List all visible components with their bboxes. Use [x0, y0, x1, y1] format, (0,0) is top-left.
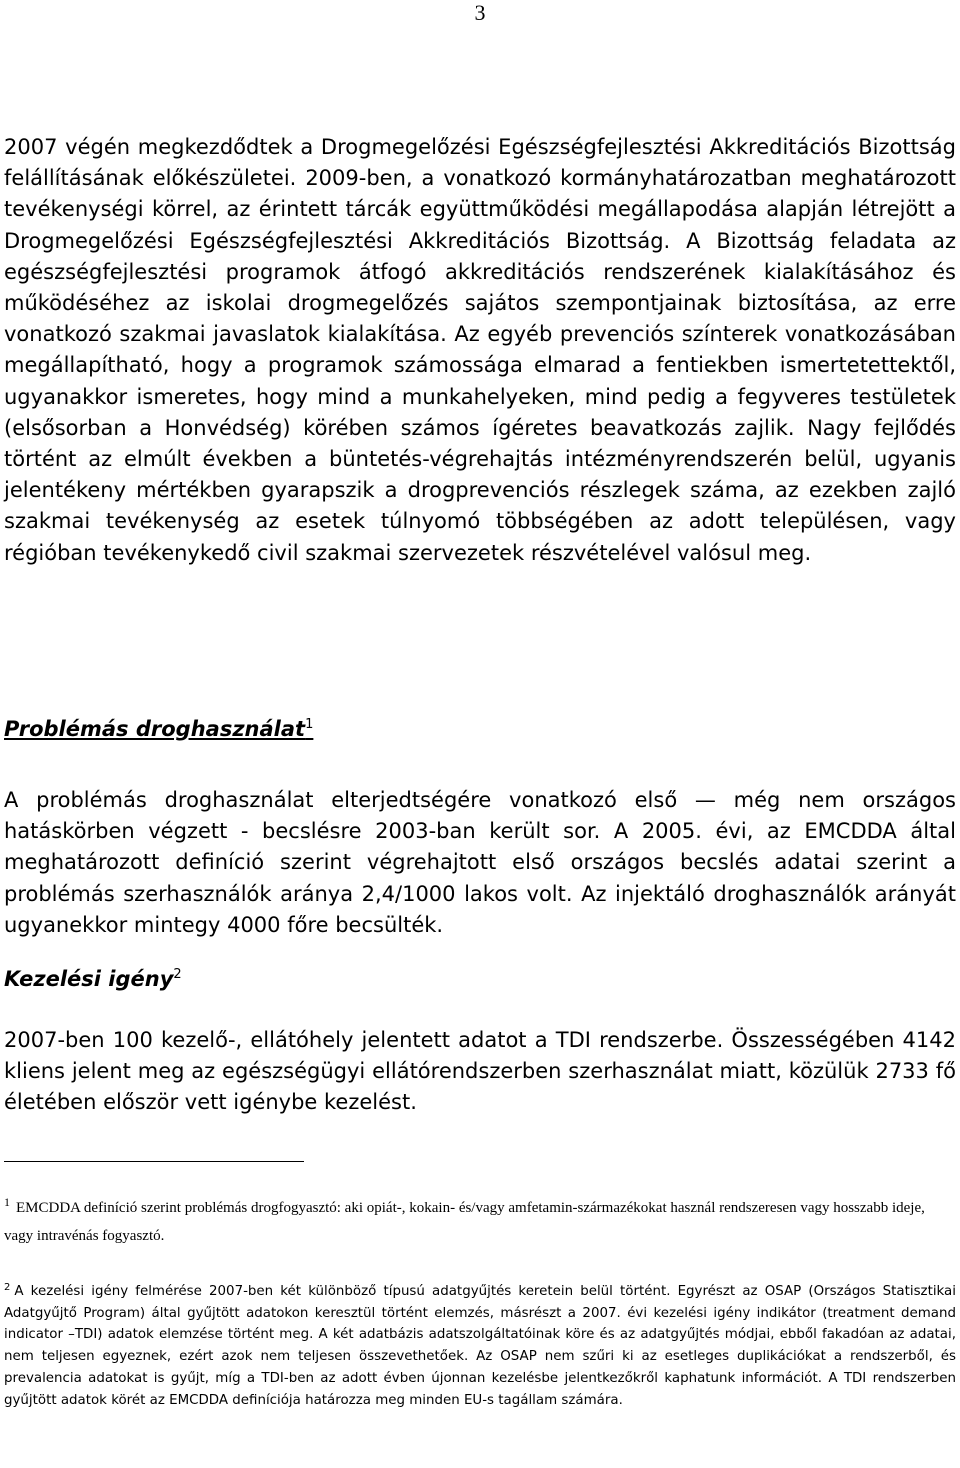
- paragraph-accreditation: 2007 végén megkezdődtek a Drogmegelőzési Egészségfejlesztési Akkreditációs Bizottság felállításának előkészületei. 2009-ben, a vonatkozó kormányhatározatban meghatározott tevékenységi körrel, az érintett tárcák együttműködési megállapodása alapján létrejött a Drogmegelőzési Egészségfejlesztési Akkreditációs Bizottság. A Bizottság feladata az egészségfejlesztési programok átfogó akkreditációs rendszerének kialakításához és működéséhez az iskolai drogmegelőzés sajátos szempontjainak biztosítása, az erre vonatkozó szakmai javaslatok kialakítása. Az egyéb prevenciós színterek vonatkozásában megállapítható, hogy a programok számossága elmarad a fentiekben ismertetettektől, ugyanakkor ismeretes, hogy mind a munkahelyeken, mind pedig a fegyveres testületek (elsősorban a Honvédség) körében számos ígéretes beavatkozás zajlik. Nagy fejlődés történt az elmúlt években a büntetés-végrehajtás intézményrendszerén belül, ugyanis jelentékeny mértékben gyarapszik a drogprevenciós részlegek száma, az ezekben zajló szakmai tevékenység az esetek túlnyomó többségében az adott településen, vagy régióban tevékenykedő civil szakmai szervezetek részvételével valósul meg.: [4, 135, 956, 565]
- paragraph-treatment-demand: 2007-ben 100 kezelő-, ellátóhely jelentett adatot a TDI rendszerbe. Összességében 4142 kliens jelent meg az egészségügyi ellátórendszerben szerhasználat miatt, közülük 2733 fő életében először vett igénybe kezelést.: [4, 1028, 956, 1115]
- footnote-text: A kezelési igény felmérése 2007-ben két különböző típusú adatgyűjtés keretein belül történt. Egyrészt az OSAP (Országos Statisztikai Adatgyűjtő Program) által gyűjtött adatokon keresztül történt elemzés, másrészt a 2007. évi kezelési igény indikátor (treatment demand indicator –TDI) adatok elemzése történt meg. A két adatbázis adatszolgáltatóinak köre és az adatgyűjtés módjai, ebből fakadóan az adatai, nem teljesen egyeznek, ezért azok nem teljesen összevethetőek. Az OSAP nem szűri ki az esetleges duplikációkat a rendszerből, és prevalencia adatokat is gyűjt, míg a TDI-ben az adott évben újonnan kezelésbe jelentkezőkről kaphatunk információt. A TDI rendszerben gyűjtött adatok körét az EMCDDA definíciója határozza meg minden EU-s tagállam számára.: [4, 1284, 956, 1408]
- paragraph-problem-drug-use: A problémás droghasználat elterjedtségére vonatkozó első — még nem országos hatáskörben végzett - becslésre 2003-ban került sor. A 2005. évi, az EMCDDA által meghatározott definíció szerint végrehajtott első országos becslés adatai szerint a problémás szerhasználók aránya 2,4/1000 lakos volt. Az injektáló droghasználók arányát ugyanekkor mintegy 4000 főre becsülték.: [4, 788, 956, 937]
- footnote-number: 1: [4, 1195, 10, 1209]
- heading-treatment-demand: [4, 966, 182, 992]
- footnote-2: [4, 1281, 956, 1411]
- footnote-number: 2: [4, 1281, 11, 1293]
- footnote-ref[interactable]: 2: [173, 967, 182, 982]
- footnote-separator: [4, 1161, 304, 1162]
- heading-title: Problémás droghasználat: [4, 717, 306, 741]
- footnote-1: [4, 1194, 954, 1250]
- footnote-text: EMCDDA definíció szerint problémás drogfogyasztó: aki opiát-, kokain- és/vagy amfetamin-származékokat használ rendszeresen vagy hosszabb ideje, vagy intravénás fogyasztó.: [4, 1200, 925, 1244]
- footnote-ref[interactable]: 1: [305, 717, 314, 732]
- heading-problem-drug-use: [4, 716, 313, 742]
- page-number: 3: [474, 0, 486, 25]
- heading-title: Kezelési igény: [4, 967, 174, 991]
